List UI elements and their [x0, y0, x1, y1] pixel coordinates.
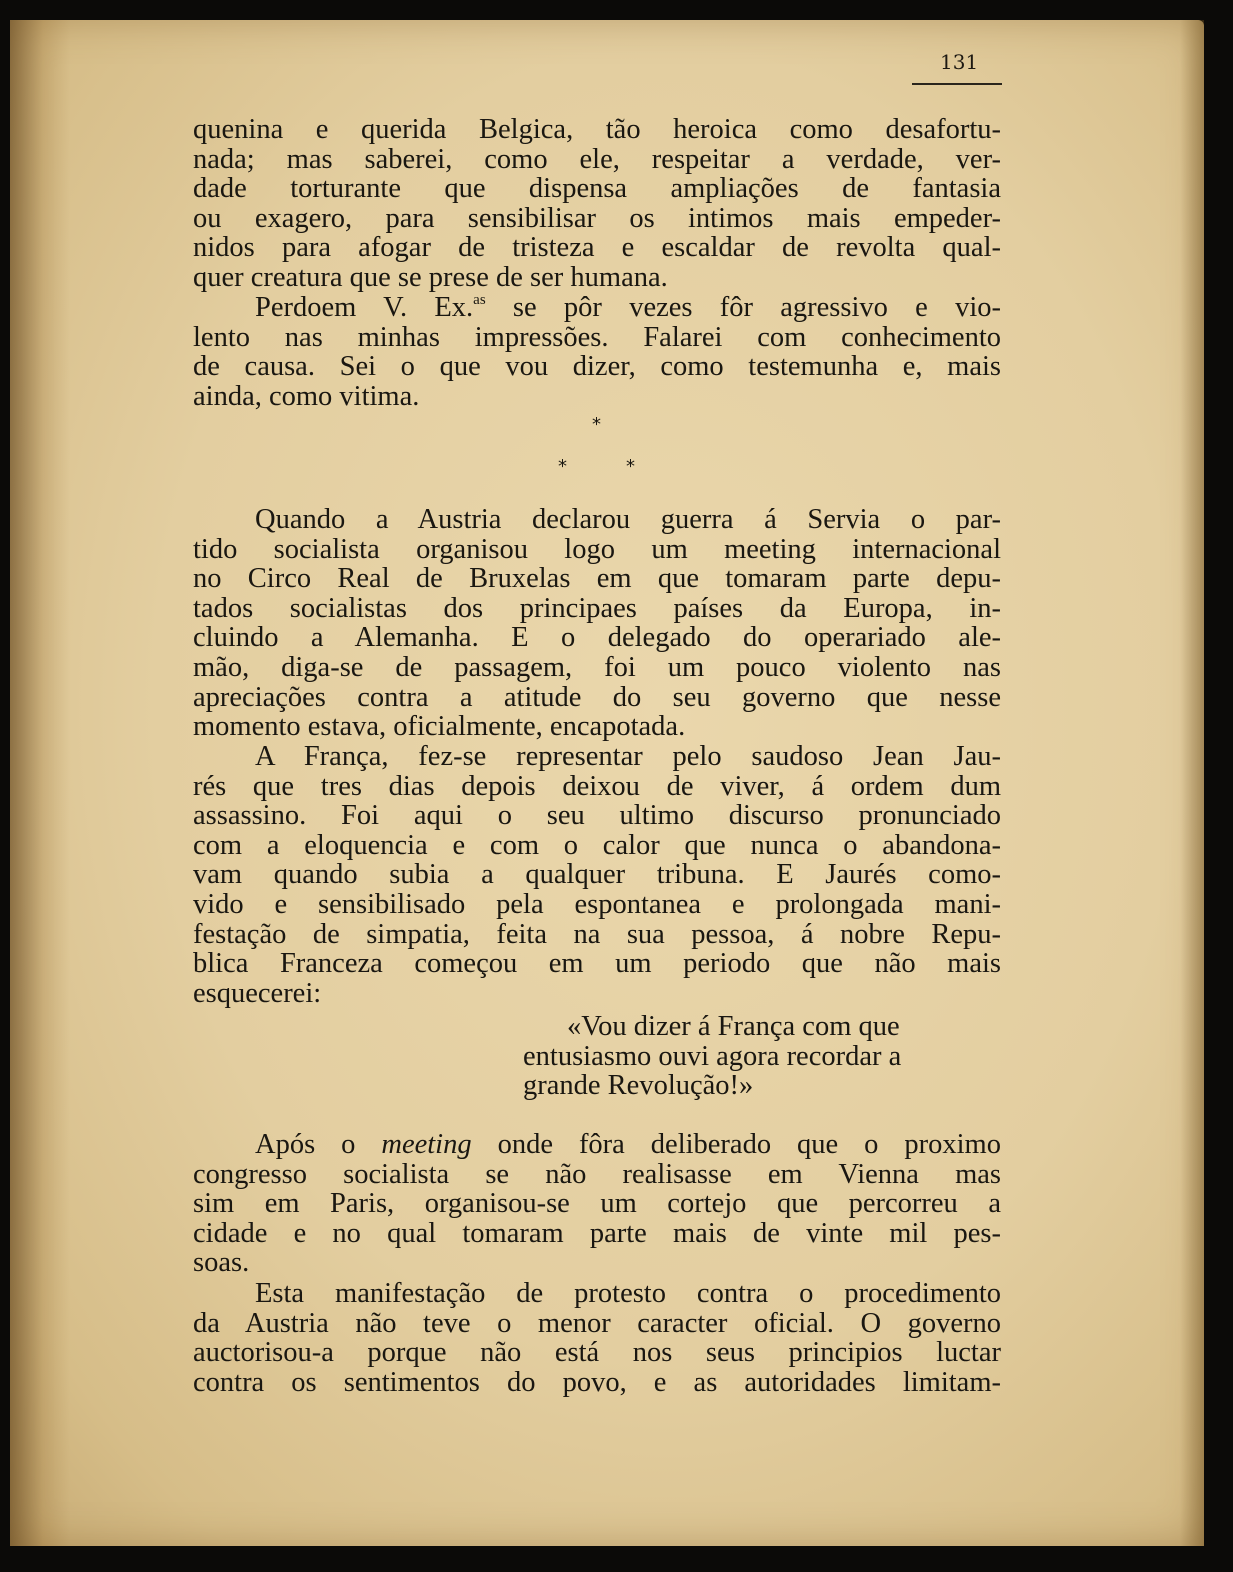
text-line: Esta manifestação de protesto contra o procedimento [255, 1278, 1001, 1309]
text-line: da Austria não teve o menor caracter oficial. O governo [193, 1307, 1001, 1339]
quotation [523, 1012, 998, 1101]
quote-line: entusiasmo ouvi agora recordar a [523, 1040, 902, 1072]
text-fragment: Após o [255, 1129, 382, 1160]
text-line: lento nas minhas impressões. Falarei com conhecimento [193, 321, 1001, 353]
text-line: Quando a Austria declarou guerra á Servia o par- [255, 504, 1001, 535]
text-fragment: Perdoem V. Ex. [255, 292, 474, 323]
text-line: festação de simpatia, feita na sua pessoa, á nobre Repu- [193, 918, 1001, 950]
italic-word: meeting [381, 1129, 472, 1160]
paragraph-4 [193, 742, 1001, 1008]
section-break-star: * [626, 456, 635, 477]
quote-line: «Vou dizer á França com que [567, 1011, 900, 1042]
page-edge-shadow [1180, 20, 1204, 1546]
text-line: auctorisou-a porque não está nos seus principios luctar [193, 1337, 1001, 1369]
text-line: momento estava, oficialmente, encapotada. [193, 711, 686, 743]
paragraph-2 [193, 293, 1001, 411]
text-line: rés que tres dias depois deixou de viver, á ordem dum [193, 770, 1001, 802]
text-line: assassino. Foi aqui o seu ultimo discurso pronunciado [193, 800, 1001, 832]
text-line: no Circo Real de Bruxelas em que tomaram parte depu- [193, 563, 1001, 595]
quote-line: grande Revolução!» [523, 1070, 754, 1102]
text-line: ainda, como vitima. [193, 380, 420, 412]
text-line: esquecerei: [193, 977, 322, 1009]
text-line: ou exagero, para sensibilisar os intimos mais empeder- [193, 202, 1001, 234]
binding-gutter [10, 20, 70, 1546]
header-rule [912, 83, 1002, 85]
text-line: de causa. Sei o que vou dizer, como testemunha e, mais [193, 351, 1001, 383]
text-line: apreciações contra a atitude do seu governo que nesse [193, 681, 1001, 713]
text-line: com a eloquencia e com o calor que nunca o abandona- [193, 829, 1001, 861]
text-line: tados socialistas dos principaes países da Europa, in- [193, 592, 1001, 624]
text-line: soas. [193, 1247, 250, 1279]
text-line: quer creatura que se prese de ser humana. [193, 261, 668, 293]
section-break-star: * [592, 414, 601, 435]
text-line [193, 1130, 1001, 1160]
paragraph-5 [193, 1130, 1001, 1278]
text-line: vam quando subia a qualquer tribuna. E Jaurés como- [193, 859, 1001, 891]
page-number: 131 [940, 50, 979, 74]
text-line: A França, fez-se representar pelo saudoso Jean Jau- [255, 741, 1001, 772]
text-fragment: se pôr vezes fôr agressivo e vio- [485, 292, 1001, 323]
paragraph-1 [193, 115, 1001, 293]
text-line: blica Franceza começou em um periodo que não mais [193, 948, 1001, 980]
paragraph-6 [193, 1279, 1001, 1397]
text-line [193, 293, 1001, 323]
text-line: contra os sentimentos do povo, e as autoridades limitam- [193, 1366, 1001, 1398]
text-line: dade torturante que dispensa ampliações de fantasia [193, 173, 1001, 205]
text-line: sim em Paris, organisou-se um cortejo que percorreu a [193, 1188, 1001, 1220]
text-line: cidade e no qual tomaram parte mais de vinte mil pes- [193, 1217, 1001, 1249]
text-fragment: onde fôra deliberado que o proximo [471, 1129, 1001, 1160]
text-line: congresso socialista se não realisasse em Vienna mas [193, 1158, 1001, 1190]
superscript-abbrev: as [473, 292, 486, 308]
text-line: nidos para afogar de tristeza e escaldar de revolta qual- [193, 232, 1001, 264]
text-line: cluindo a Alemanha. E o delegado do operariado ale- [193, 622, 1001, 654]
text-line: tido socialista organisou logo um meeting internacional [193, 533, 1001, 565]
text-line: mão, diga-se de passagem, foi um pouco violento nas [193, 651, 1001, 683]
text-line: quenina e querida Belgica, tão heroica como desafortu- [193, 114, 1001, 145]
text-line: nada; mas saberei, como ele, respeitar a verdade, ver- [193, 143, 1001, 175]
paragraph-3 [193, 505, 1001, 742]
text-line: vido e sensibilisado pela espontanea e prolongada mani- [193, 888, 1001, 920]
section-break-star: * [558, 456, 567, 477]
